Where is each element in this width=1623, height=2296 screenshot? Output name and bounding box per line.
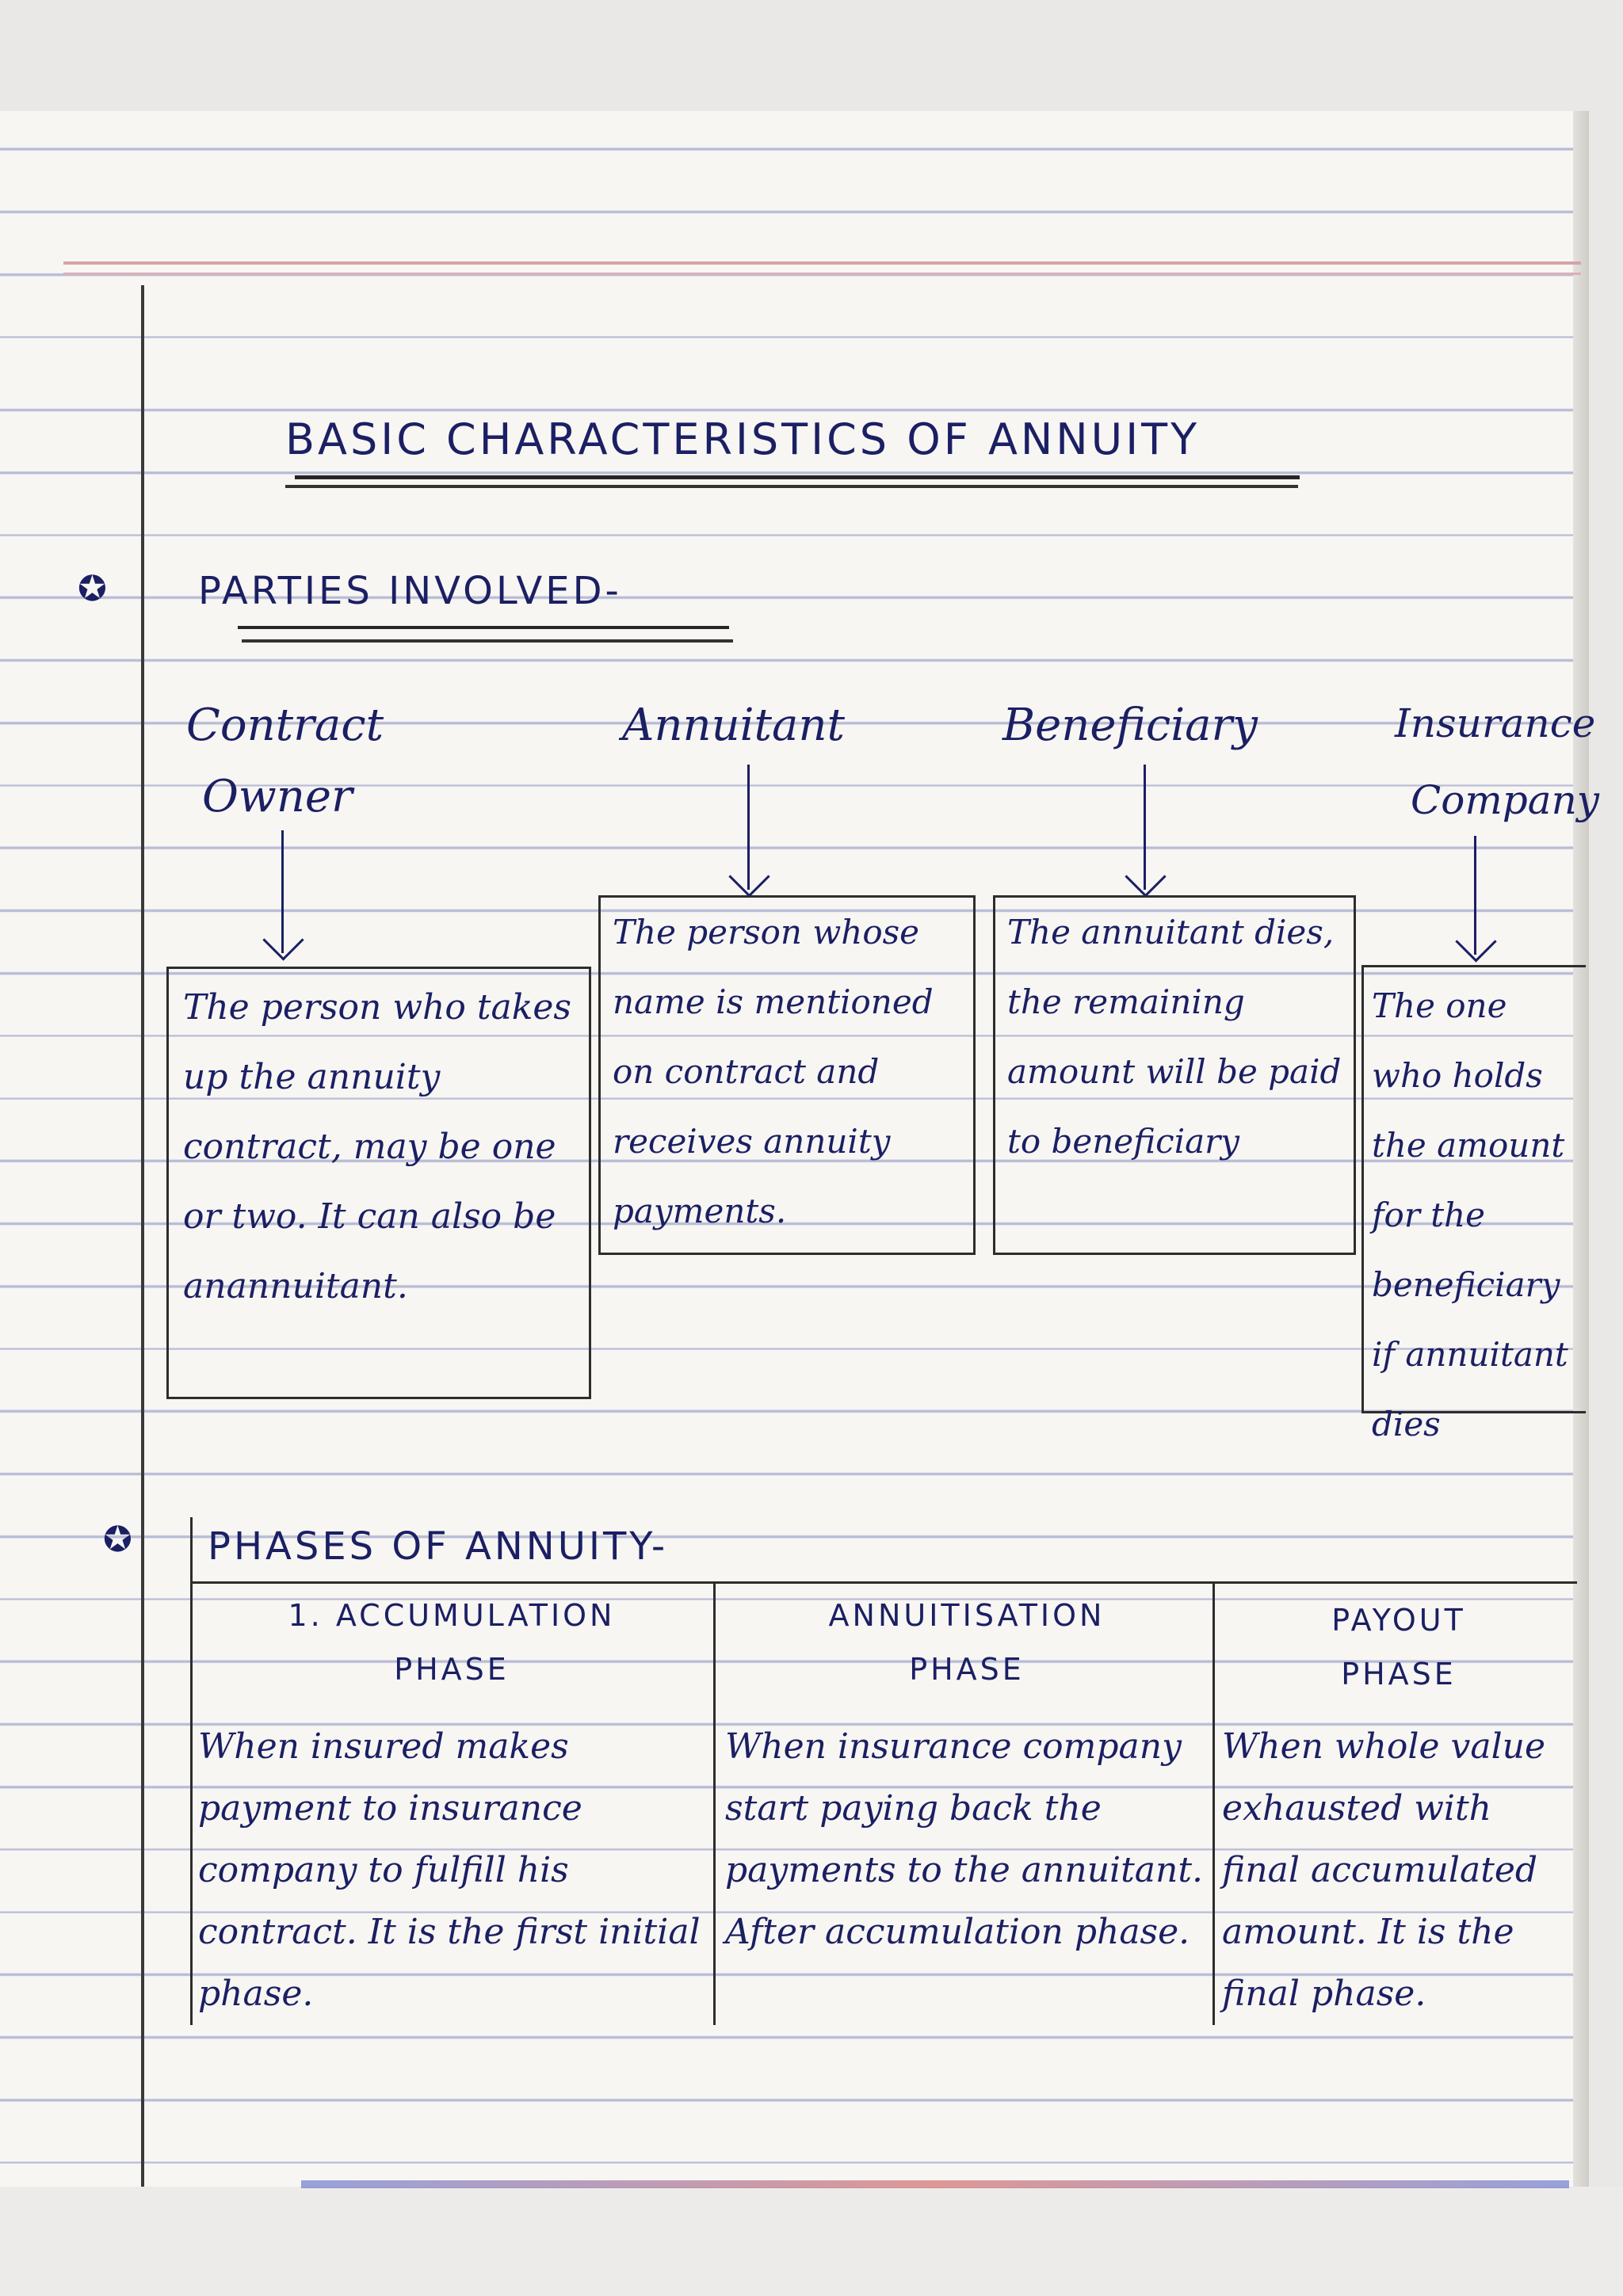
contract-owner-description: The person who takes up the annuity contract, may be one or two. It can also be anannuitant. <box>183 987 572 1306</box>
left-margin-line <box>141 285 144 2187</box>
star-bullet-icon: ✪ <box>78 569 107 609</box>
phases-heading: PHASES OF ANNUITY- <box>208 1524 669 1569</box>
party-label-beneficiary: Beneficiary <box>1002 700 1258 751</box>
table-top-border <box>190 1581 1577 1584</box>
annuitant-box <box>598 895 976 1255</box>
parties-heading: PARTIES INVOLVED- <box>198 569 622 613</box>
insurance-company-description: The one who holds the amount for the beneficiary if annuitant dies <box>1372 986 1568 1444</box>
party-label-annuitant: Annuitant <box>622 700 846 751</box>
parties-heading-underline-second <box>242 639 733 643</box>
beneficiary-description: The annuitant dies, the remaining amount will be paid to beneficiary <box>1007 913 1342 1161</box>
insurance-company-box <box>1361 965 1586 1444</box>
table-divider <box>1212 1581 1215 2025</box>
party-label-contract-owner-line1: Contract <box>186 700 384 751</box>
phase-description-payout: When whole value exhausted with final accumulated amount. It is the final phase. <box>1222 1726 1546 2014</box>
top-margin-line <box>63 261 1581 265</box>
star-bullet-icon: ✪ <box>103 1520 132 1560</box>
phases-table <box>190 1581 1577 2041</box>
parties-heading-underline <box>238 626 729 629</box>
title-underline-second <box>285 485 1298 488</box>
phase-title-accumulation-line1: 1. ACCUMULATION <box>288 1598 616 1633</box>
phase-title-annuitisation-line1: ANNUITISATION <box>828 1598 1106 1633</box>
party-label-contract-owner-line2: Owner <box>202 771 353 822</box>
table-divider <box>713 1581 716 2025</box>
phase-title-payout-line2: PHASE <box>1341 1657 1457 1691</box>
phase-title-annuitisation-line2: PHASE <box>909 1652 1025 1687</box>
annuitant-description: The person whose name is mentioned on contract and receives annuity payments. <box>613 913 934 1230</box>
table-left-border <box>190 1581 193 2025</box>
desk-background <box>0 2187 1623 2296</box>
phases-heading-bar <box>190 1517 193 1589</box>
contract-owner-box <box>166 967 591 1399</box>
phase-title-payout-line1: PAYOUT <box>1331 1603 1466 1638</box>
title-underline <box>295 475 1300 479</box>
phase-description-annuitisation: When insurance company start paying back the payments to the annuitant. After accumulation phase. <box>725 1726 1204 1952</box>
page-title: BASIC CHARACTERISTICS OF ANNUITY <box>285 414 1201 464</box>
phase-description-accumulation: When insured makes payment to insurance company to fulfill his contract. It is the first initial phase. <box>198 1726 701 2014</box>
party-label-insurance-company-line1: Insurance <box>1395 700 1596 746</box>
notebook-bottom-edge <box>301 2180 1569 2188</box>
party-label-insurance-company-line2: Company <box>1411 777 1600 823</box>
beneficiary-box <box>993 895 1356 1255</box>
phase-title-accumulation-line2: PHASE <box>394 1652 510 1687</box>
top-margin-line-secondary <box>63 273 1581 275</box>
